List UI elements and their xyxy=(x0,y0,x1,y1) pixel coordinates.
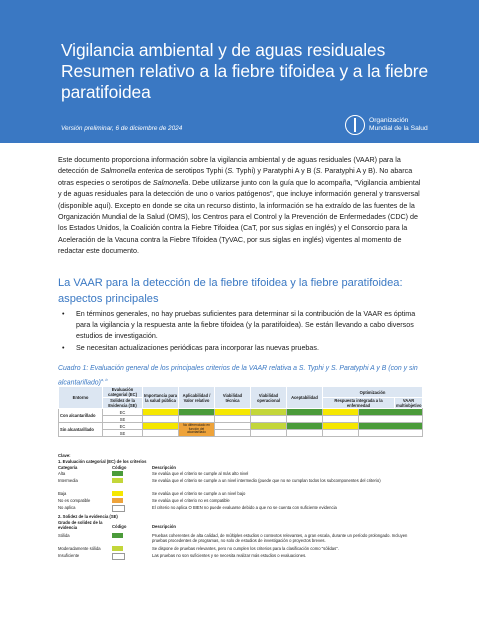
table-row xyxy=(59,416,423,423)
rating-cell xyxy=(143,409,179,416)
legend-category: Insuficiente xyxy=(58,553,80,558)
table-caption-footnote: a, b xyxy=(100,376,108,382)
report-header xyxy=(0,0,479,143)
org-name-line-1: Organización xyxy=(369,117,409,124)
intro-text: Paratyphi A y B). No abarca otras especies o serotipos de xyxy=(58,167,413,187)
legend-description: Pruebas coherentes de alta calidad, de múltiples estudios o contextos relevantes, a gran escala, durante un período prolongado. Incluyen pruebas procedentes de programas, no solo de estudios de investigación o proyectos breves. xyxy=(152,533,408,544)
legend-description: Las pruebas no son suficientes y se necesita realizar más estudios o evaluaciones. xyxy=(152,553,307,558)
rating-cell xyxy=(143,416,179,423)
table-row xyxy=(59,430,423,437)
intro-text: de serotipos Typhi ( xyxy=(163,167,228,176)
rating-cell xyxy=(323,416,359,423)
th-environment: Entorno xyxy=(59,387,103,409)
section-heading-line-2: aspectos principales xyxy=(58,293,159,305)
th-operational: Viabilidad operacional xyxy=(251,387,287,409)
who-logo xyxy=(345,115,445,137)
legend-swatch xyxy=(112,553,125,560)
legend-swatch xyxy=(112,478,123,483)
rating-cell xyxy=(215,416,251,423)
rating-cell xyxy=(287,416,323,423)
legend-category: No aplica xyxy=(58,505,76,510)
version-date: Versión preliminar, 6 de diciembre de 2024 xyxy=(61,125,183,132)
table-row xyxy=(59,423,423,430)
intro-italic-term: Salmonella enterica xyxy=(100,167,164,176)
legend-description: Se evalúa que el criterio se cumple al más alto nivel xyxy=(152,471,249,476)
bullet-item xyxy=(62,343,422,354)
rating-cell xyxy=(143,430,179,437)
intro-paragraph xyxy=(58,155,424,258)
intro-italic-term: S. xyxy=(315,167,323,176)
org-name-line-2: Mundial de la Salud xyxy=(369,125,428,132)
legend-category: Sólida xyxy=(58,533,70,538)
table-row xyxy=(59,409,423,416)
rating-cell xyxy=(323,409,359,416)
bullet-text: En términos generales, no hay pruebas suficientes para determinar si la contribución de la VAAR es óptima para la vigilancia y la respuesta ante la fiebre tifoidea (y la paratifoidea). Se están llevando a cabo diversos estudios de investigación. xyxy=(76,310,416,340)
intro-text: . Debe utilizarse junto con la guía que lo acompaña, "Vigilancia ambiental y de aguas residuales para la detección de uno o varios patógenos", que incluye información general y transversal (disponible aquí). Excepto en donde se cita un recurso distinto, la información se ha extraído de las fuentes de la Organización Mundial de la Salud (OMS), los Centros para el Control y la Prevención de Enfermedades (CDC) de los Estados Unidos, la Coalición contra la Fiebre Tifoidea (CaT, por sus siglas en inglés) y el Consorcio para la Aceleración de la Vacuna contra la Fiebre Tifoidea (TyVAC, por sus siglas en inglés) vigentes al momento de redactar este documento. xyxy=(58,178,421,256)
rating-cell xyxy=(215,409,251,416)
intro-text: Este documento proporciona información sobre la vigilancia ambiental y de aguas residuales (VAAR) para la detección de xyxy=(58,156,401,176)
rating-cell xyxy=(323,423,359,430)
rating-cell xyxy=(251,409,287,416)
th-applicability: Aplicabilidad / Valor relativo xyxy=(179,387,215,409)
who-emblem-icon xyxy=(345,115,365,135)
code-cell: SE xyxy=(103,430,143,437)
bullet-text: Se necesitan actualizaciones periódicas para incorporar las nuevas pruebas. xyxy=(76,344,319,352)
legend-description: Se evalúa que el criterio no es compatible xyxy=(152,498,230,503)
rating-cell xyxy=(251,430,287,437)
th-optimization-group: Optimización xyxy=(323,387,423,398)
rating-cell xyxy=(359,430,423,437)
legend-swatch xyxy=(112,491,123,496)
section-heading-line-1: La VAAR para la detección de la fiebre tifoidea y la fiebre paratifoidea: xyxy=(58,277,403,289)
legend-category: Intermedia xyxy=(58,478,78,483)
legend-category: Baja xyxy=(58,491,67,496)
legend-description: Se evalúa que el criterio se cumple a un nivel bajo xyxy=(152,491,246,496)
legend-title: Clave: xyxy=(58,453,71,458)
rating-cell xyxy=(359,409,423,416)
rating-cell xyxy=(359,423,423,430)
rating-cell xyxy=(359,416,423,423)
rating-cell xyxy=(251,416,287,423)
th-acceptability: Aceptabilidad xyxy=(287,387,323,409)
rating-cell xyxy=(323,430,359,437)
th-integrated-response: Respuesta integrada a la enfermedad xyxy=(323,398,395,409)
rating-cell xyxy=(287,423,323,430)
legend-col-head: Grado de solidez de la evidencia xyxy=(58,520,103,531)
code-cell: EC xyxy=(103,423,143,430)
title-line-1: Vigilancia ambiental y de aguas residuales xyxy=(61,40,386,60)
legend-description: El criterio no aplica O BIEN no puede evaluarse debido a que no se cuenta con suficiente evidencia xyxy=(152,505,337,510)
rating-cell: No diferenciado en función del alcantarillado xyxy=(179,423,215,437)
env-cell: Sin alcantarillado xyxy=(59,423,103,437)
table-caption-text: Cuadro 1: Evaluación general de los principales criterios de la VAAR relativa a S. Typhi y S. Paratyphi A y B (con y sin alcantarillado) xyxy=(58,365,418,386)
legend-category: Alta xyxy=(58,471,66,476)
bullet-icon: • xyxy=(62,344,65,352)
th-multiobjective: VAAR multiobjetivo xyxy=(396,398,422,408)
rating-cell xyxy=(179,416,215,423)
legend-description: Se dispone de pruebas relevantes, pero no cumplen los criterios para la clasificación como "sólidas". xyxy=(152,546,339,551)
intro-text: Typhi) y Paratyphi A y B ( xyxy=(234,167,316,176)
th-importance: Importancia para la salud pública xyxy=(143,387,179,409)
rating-cell xyxy=(251,423,287,430)
legend-section-title: 1. Evaluación categorial (EC) de los criterios xyxy=(58,459,147,464)
legend-category: No es compatible xyxy=(58,498,91,503)
title-line-2: Resumen relativo a la fiebre tifoidea y a la fiebre xyxy=(61,61,429,81)
title-line-3: paratifoidea xyxy=(61,82,151,102)
legend-swatch xyxy=(112,546,123,551)
code-cell: SE xyxy=(103,416,143,423)
legend-description: Se evalúa que el criterio se cumple a un nivel intermedio (puede que no se cumplan todos los subcomponentes del criterio) xyxy=(152,478,381,483)
legend-category: Moderadamente sólida xyxy=(58,546,101,551)
th-eval-group: Evaluación categorial (EC) xyxy=(103,387,143,398)
bullet-item xyxy=(62,309,422,341)
legend-swatch xyxy=(112,471,123,476)
legend-swatch xyxy=(112,498,123,503)
legend-col-head: Descripción xyxy=(152,465,176,470)
legend-swatch xyxy=(112,533,123,538)
rating-cell xyxy=(215,423,251,430)
env-cell: Con alcantarillado xyxy=(59,409,103,423)
rating-cell xyxy=(215,430,251,437)
intro-italic-term: Salmonella xyxy=(152,178,189,187)
legend-col-head: Código xyxy=(112,465,127,470)
table-caption xyxy=(58,364,423,388)
rating-cell xyxy=(287,430,323,437)
rating-cell xyxy=(179,409,215,416)
legend-col-head: Descripción xyxy=(152,524,176,529)
legend-col-head: Categoría xyxy=(58,465,78,470)
legend-section-title: 2. Solidez de la evidencia (SE) xyxy=(58,514,118,519)
th-evidence: Solidez de la Evidencia (SE) xyxy=(103,398,143,409)
table-body xyxy=(59,409,423,437)
legend-swatch xyxy=(112,505,125,512)
bullet-icon: • xyxy=(62,310,65,318)
code-cell: EC xyxy=(103,409,143,416)
th-technical: Viabilidad técnica xyxy=(215,387,251,409)
rating-cell xyxy=(143,423,179,430)
rating-cell xyxy=(287,409,323,416)
intro-italic-term: S. xyxy=(227,167,235,176)
legend-col-head: Código xyxy=(112,524,127,529)
evaluation-table xyxy=(58,386,423,437)
